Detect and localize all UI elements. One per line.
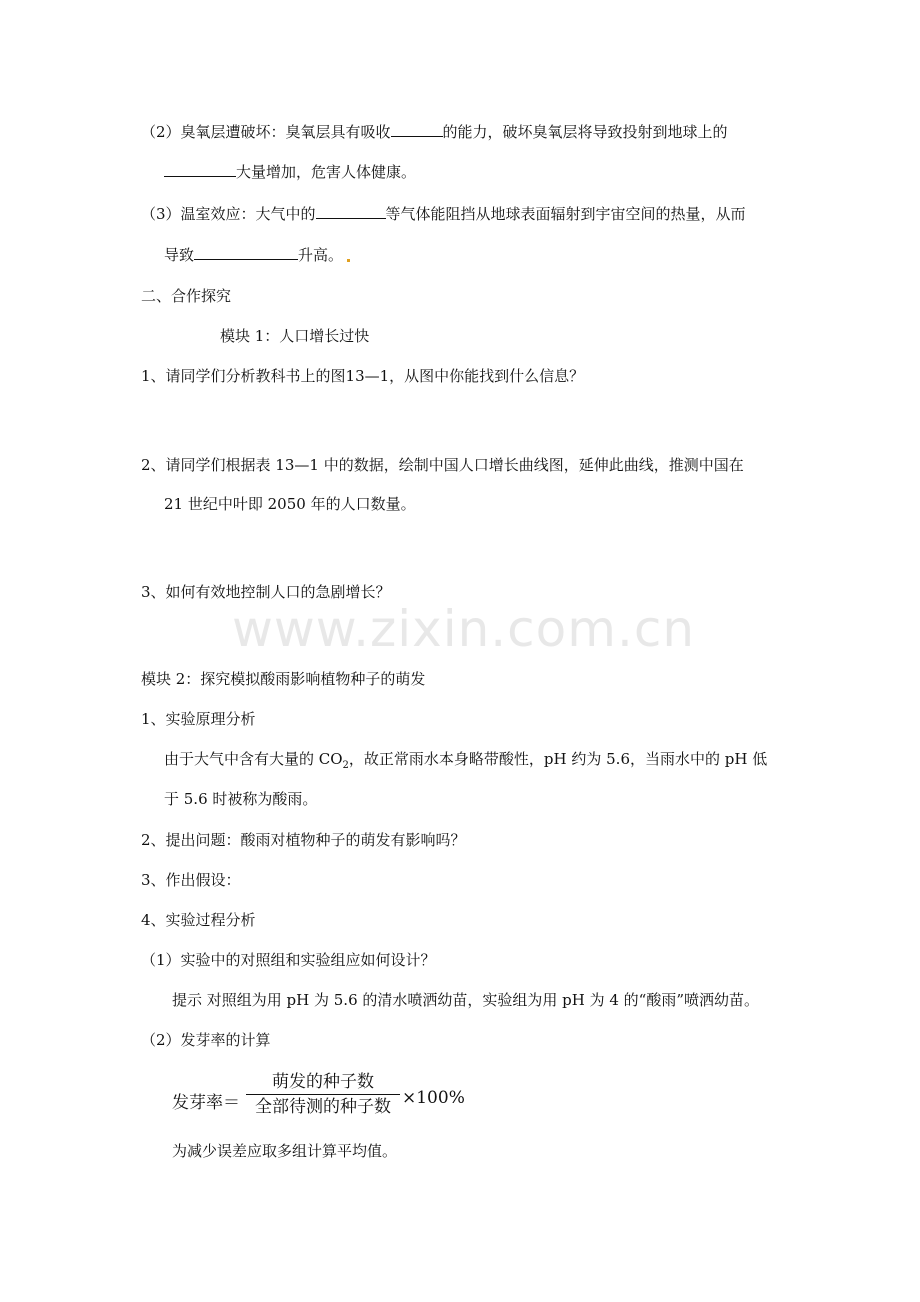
ozone-text-c: 大量增加，危害人体健康。	[236, 163, 417, 181]
module1-heading: 模块 1：人口增长过快	[220, 327, 370, 345]
ozone-text-b: 的能力，破坏臭氧层将导致投射到地球上的	[442, 123, 728, 141]
question-step: 2、提出问题：酸雨对植物种子的萌发有影响吗？	[141, 831, 466, 849]
mark-dot	[347, 259, 350, 262]
paragraph-ozone-line2	[164, 161, 416, 182]
question-1: 1、请同学们分析教科书上的图13—1，从图中你能找到什么信息？	[141, 367, 585, 385]
question-3: 3、如何有效地控制人口的急剧增长？	[141, 583, 391, 601]
ozone-text-a: （2）臭氧层遭破坏：臭氧层具有吸收	[141, 123, 391, 141]
co2-subscript: 2	[342, 760, 349, 771]
process-step: 4、实验过程分析	[141, 911, 256, 929]
design-question: （1）实验中的对照组和实验组应如何设计？	[141, 951, 436, 969]
principle-text-line1	[164, 749, 767, 776]
principle-text-a: 由于大气中含有大量的 CO	[164, 750, 343, 768]
question-2-line1: 2、请同学们根据表 13—1 中的数据，绘制中国人口增长曲线图，延伸此曲线，推测中国在	[141, 456, 744, 474]
paragraph-greenhouse-line1	[141, 203, 746, 224]
blank-field-1[interactable]	[391, 121, 443, 137]
greenhouse-text-d: 升高。	[298, 246, 344, 264]
germination-rate-heading: （2）发芽率的计算	[141, 1031, 271, 1049]
section-heading: 二、合作探究	[141, 287, 232, 305]
principle-heading: 1、实验原理分析	[141, 710, 256, 728]
average-note: 为减少误差应取多组计算平均值。	[172, 1142, 398, 1160]
blank-field-3[interactable]	[316, 203, 386, 219]
greenhouse-text-a: （3）温室效应：大气中的	[141, 205, 316, 223]
formula-rhs: ×100%	[402, 1088, 465, 1108]
hint-text: 提示 对照组为用 pH 为 5.6 的清水喷洒幼苗，实验组为用 pH 为 4 的“酸雨”喷洒幼苗。	[172, 991, 760, 1009]
formula-lhs: 发芽率＝	[172, 1093, 240, 1113]
formula-denominator: 全部待测的种子数	[255, 1097, 391, 1117]
question-2-line2: 21 世纪中叶即 2050 年的人口数量。	[164, 495, 416, 513]
hypothesis-step: 3、作出假设：	[141, 871, 241, 889]
watermark: www.zixin.com.cn	[232, 600, 696, 658]
greenhouse-text-c: 导致	[164, 246, 195, 264]
principle-text-line2: 于 5.6 时被称为酸雨。	[164, 790, 318, 808]
greenhouse-text-b: 等气体能阻挡从地球表面辐射到宇宙空间的热量，从而	[385, 205, 746, 223]
paragraph-ozone-line1	[141, 121, 728, 142]
blank-field-2[interactable]	[164, 161, 236, 177]
blank-field-4[interactable]	[194, 244, 298, 260]
module2-heading: 模块 2：探究模拟酸雨影响植物种子的萌发	[141, 670, 426, 688]
paragraph-greenhouse-line2	[164, 244, 350, 265]
formula-fraction	[246, 1070, 400, 1119]
principle-text-b: ，故正常雨水本身略带酸性，pH 约为 5.6，当雨水中的 pH 低	[348, 750, 768, 768]
formula-numerator: 萌发的种子数	[272, 1072, 374, 1092]
